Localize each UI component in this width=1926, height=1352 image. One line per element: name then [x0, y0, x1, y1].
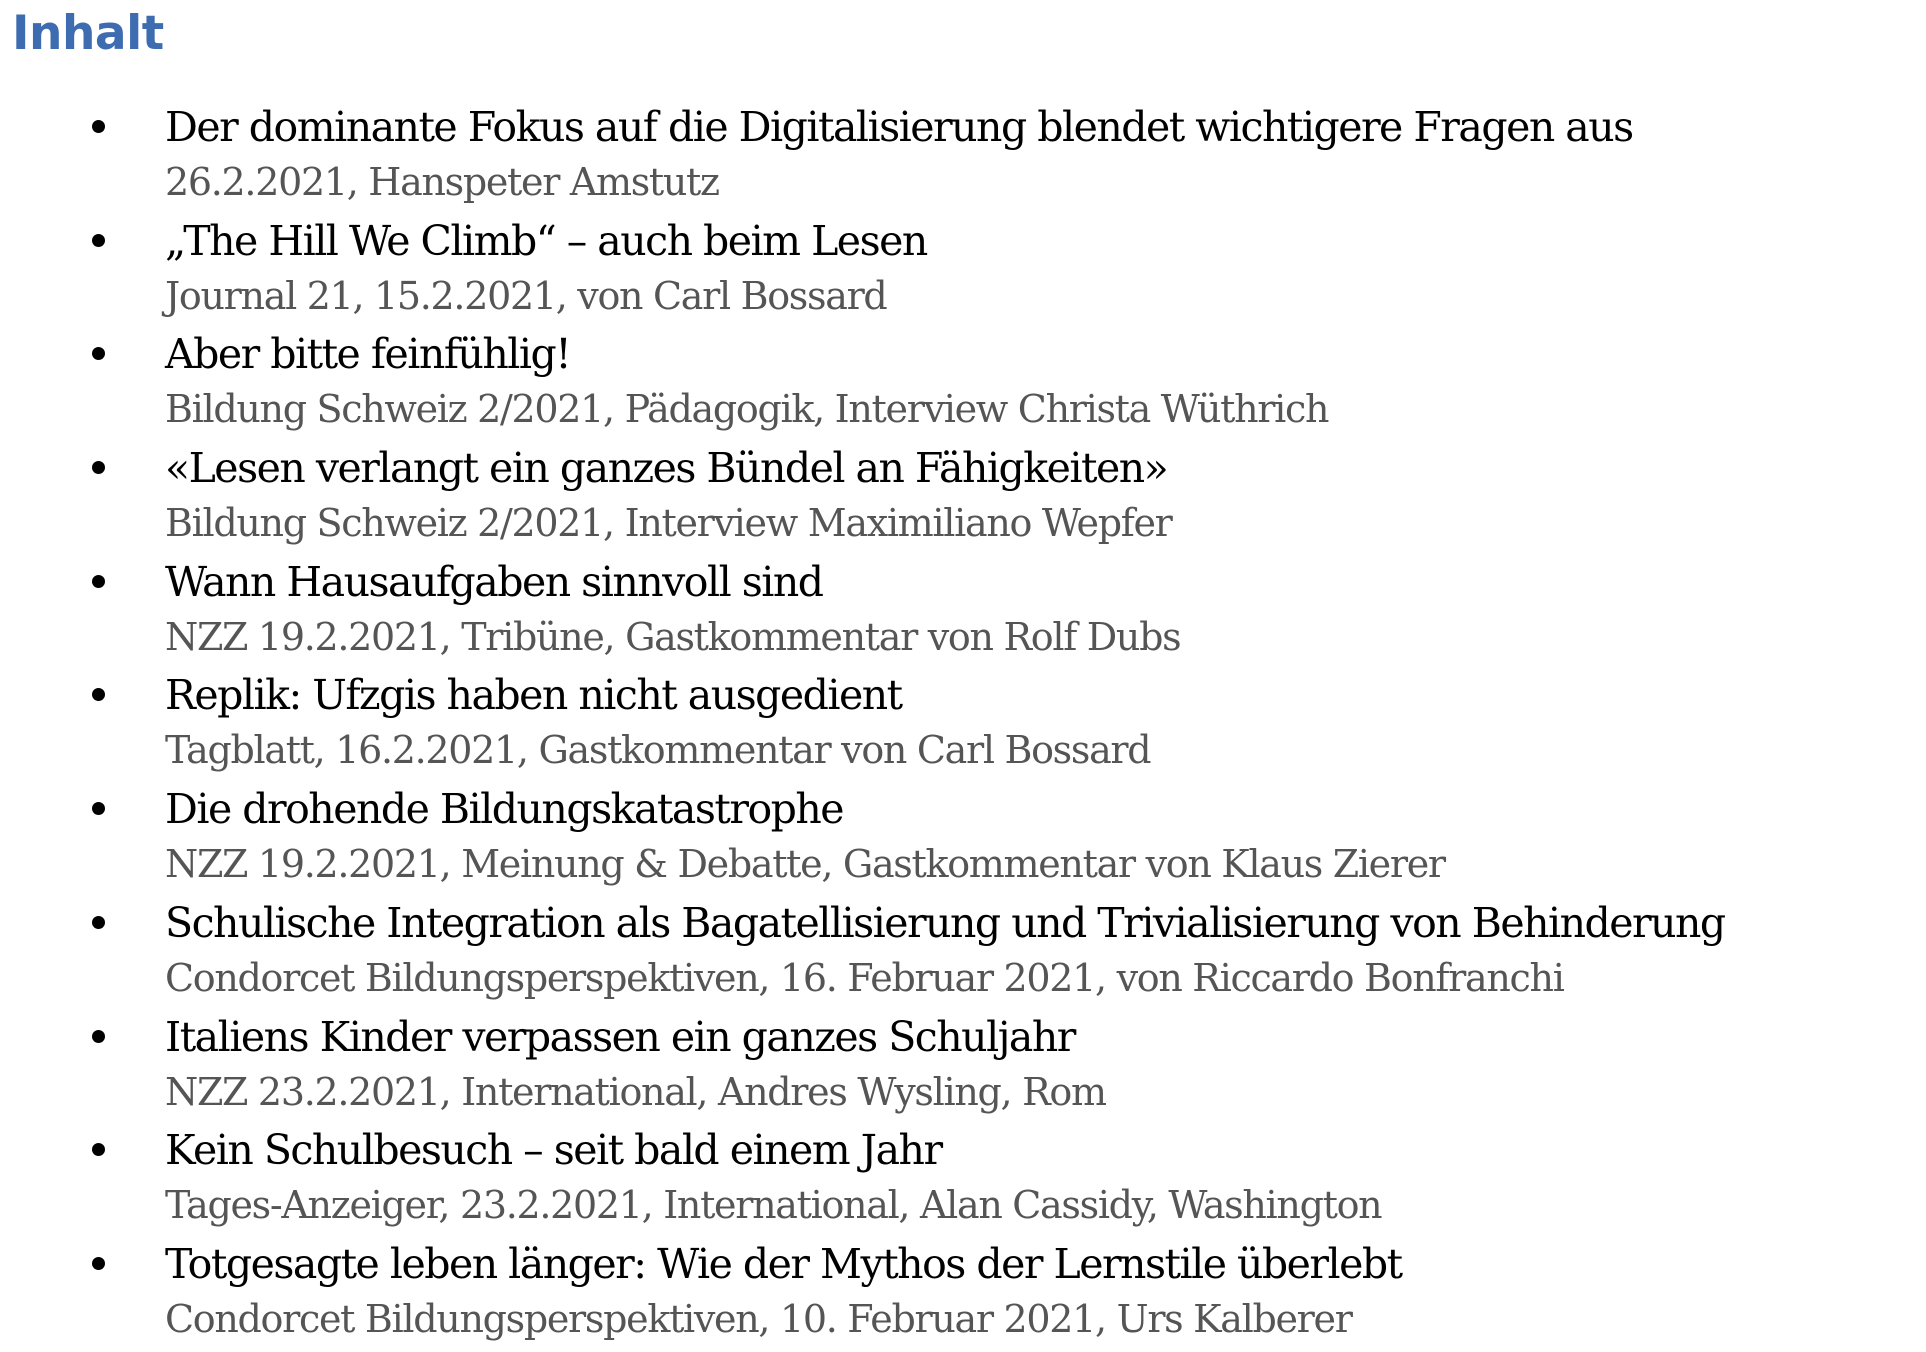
- list-item: [0, 781, 1926, 895]
- article-title[interactable]: „The Hill We Climb“ – auch beim Lesen: [165, 216, 927, 265]
- bullet-icon: [92, 461, 105, 474]
- article-source: Condorcet Bildungsperspektiven, 16. Februar 2021, von Riccardo Bonfranchi: [165, 955, 1564, 1000]
- article-title[interactable]: Der dominante Fokus auf die Digitalisierung blendet wichtigere Fragen aus: [165, 103, 1633, 151]
- article-source: NZZ 19.2.2021, Tribüne, Gastkommentar von Rolf Dubs: [165, 614, 1181, 659]
- article-title[interactable]: Totgesagte leben länger: Wie der Mythos der Lernstile überlebt: [165, 1239, 1402, 1288]
- list-item: [0, 99, 1926, 213]
- contents-list: [0, 99, 1926, 1350]
- article-source: Condorcet Bildungsperspektiven, 10. Februar 2021, Urs Kalberer: [165, 1296, 1352, 1341]
- article-source: NZZ 19.2.2021, Meinung & Debatte, Gastkommentar von Klaus Zierer: [165, 842, 1445, 887]
- list-item: [0, 1236, 1926, 1350]
- bullet-icon: [92, 575, 105, 588]
- article-title[interactable]: Schulische Integration als Bagatellisierung und Trivialisierung von Behinderung: [165, 898, 1725, 947]
- list-item: [0, 554, 1926, 668]
- list-item: [0, 1009, 1926, 1123]
- article-source: Bildung Schweiz 2/2021, Pädagogik, Interview Christa Wüthrich: [165, 387, 1329, 432]
- list-item: [0, 1122, 1926, 1236]
- article-source: NZZ 23.2.2021, International, Andres Wysling, Rom: [165, 1069, 1106, 1114]
- list-item: [0, 213, 1926, 327]
- article-title[interactable]: Die drohende Bildungskatastrophe: [165, 785, 844, 834]
- article-title[interactable]: Aber bitte feinfühlig!: [165, 330, 571, 379]
- bullet-icon: [92, 1257, 105, 1270]
- article-source: 26.2.2021, Hanspeter Amstutz: [165, 160, 719, 204]
- article-title[interactable]: Wann Hausaufgaben sinnvoll sind: [165, 557, 823, 606]
- article-source: Tagblatt, 16.2.2021, Gastkommentar von Carl Bossard: [165, 728, 1151, 773]
- list-item: [0, 326, 1926, 440]
- list-item: [0, 895, 1926, 1009]
- article-source: Tages-Anzeiger, 23.2.2021, International, Alan Cassidy, Washington: [165, 1183, 1382, 1228]
- contents-heading: Inhalt: [12, 6, 164, 61]
- list-item: [0, 667, 1926, 781]
- article-title[interactable]: Italiens Kinder verpassen ein ganzes Schuljahr: [165, 1012, 1075, 1061]
- bullet-icon: [92, 347, 105, 360]
- list-item: [0, 440, 1926, 554]
- article-title[interactable]: Kein Schulbesuch – seit bald einem Jahr: [165, 1126, 942, 1175]
- article-source: Journal 21, 15.2.2021, von Carl Bossard: [165, 273, 887, 318]
- bullet-icon: [92, 916, 105, 929]
- article-title[interactable]: Replik: Ufzgis haben nicht ausgedient: [165, 671, 902, 720]
- bullet-icon: [92, 688, 105, 701]
- bullet-icon: [92, 802, 105, 815]
- article-title[interactable]: «Lesen verlangt ein ganzes Bündel an Fähigkeiten»: [165, 444, 1168, 493]
- bullet-icon: [92, 120, 105, 133]
- bullet-icon: [92, 234, 105, 247]
- bullet-icon: [92, 1143, 105, 1156]
- bullet-icon: [92, 1030, 105, 1043]
- article-source: Bildung Schweiz 2/2021, Interview Maximiliano Wepfer: [165, 501, 1172, 546]
